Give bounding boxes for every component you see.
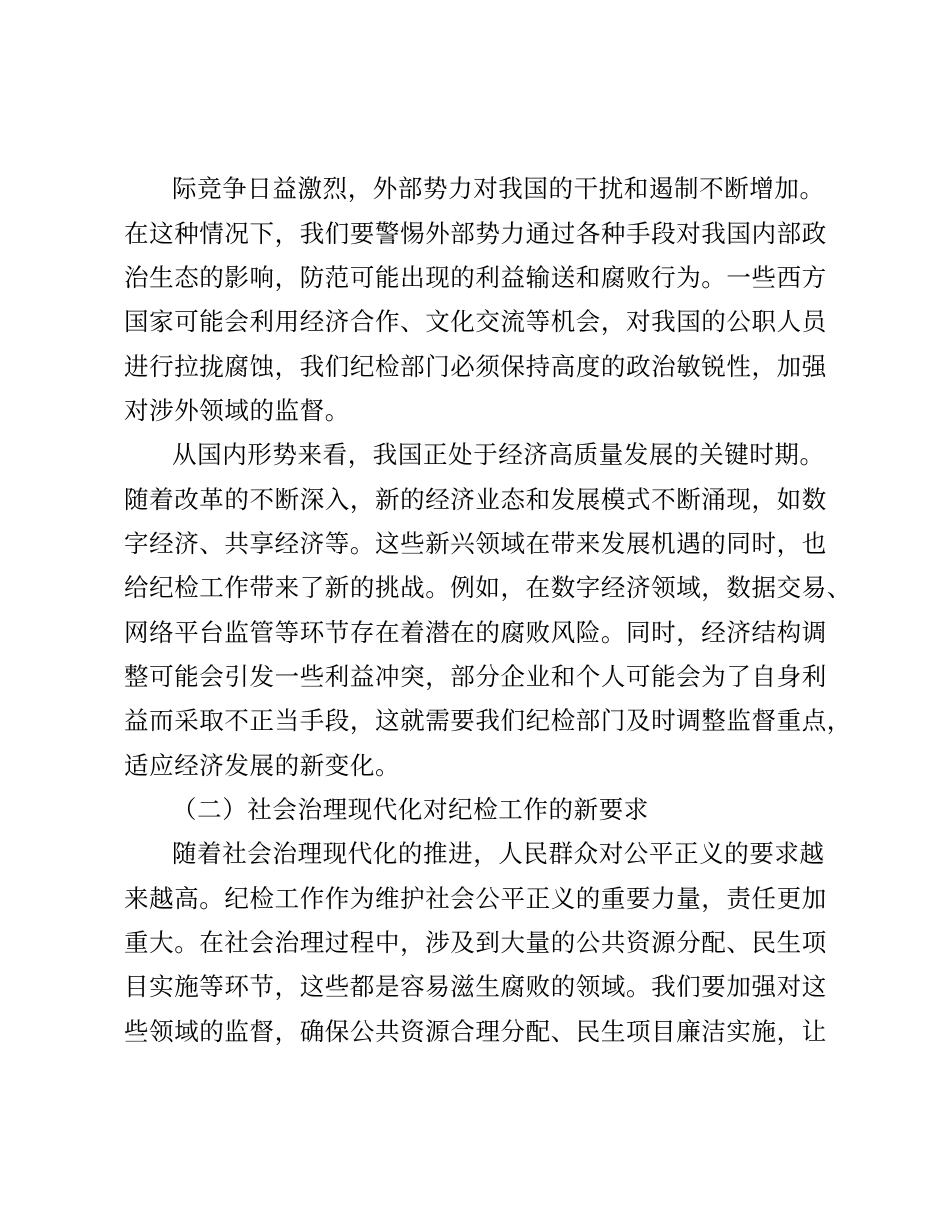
text-line: 益而采取不正当手段，这就需要我们纪检部门及时调整监督重点， <box>124 706 852 735</box>
text-line: 重大。在社会治理过程中，涉及到大量的公共资源分配、民生项 <box>124 928 827 957</box>
text-line: 治生态的影响，防范可能出现的利益输送和腐败行为。一些西方 <box>124 263 827 292</box>
section-heading: （二）社会治理现代化对纪检工作的新要求 <box>172 795 649 824</box>
text-line: 网络平台监管等环节存在着潜在的腐败风险。同时，经济结构调 <box>124 618 827 647</box>
text-line: 字经济、共享经济等。这些新兴领域在带来发展机遇的同时，也 <box>124 529 827 558</box>
text-line: 对涉外领域的监督。 <box>124 396 350 425</box>
text-line: 随着改革的不断深入，新的经济业态和发展模式不断涌现，如数 <box>124 485 827 514</box>
text-line: 进行拉拢腐蚀，我们纪检部门必须保持高度的政治敏锐性，加强 <box>124 352 827 381</box>
text-line: 际竞争日益激烈，外部势力对我国的干扰和遏制不断增加。 <box>172 174 825 203</box>
text-line: 给纪检工作带来了新的挑战。例如，在数字经济领域，数据交易、 <box>124 573 852 602</box>
text-line: 些领域的监督，确保公共资源合理分配、民生项目廉洁实施，让 <box>124 1017 827 1046</box>
text-line: 目实施等环节，这些都是容易滋生腐败的领域。我们要加强对这 <box>124 972 827 1001</box>
text-line: 随着社会治理现代化的推进，人民群众对公平正义的要求越 <box>172 839 825 868</box>
text-line: 在这种情况下，我们要警惕外部势力通过各种手段对我国内部政 <box>124 219 827 248</box>
text-line: 整可能会引发一些利益冲突，部分企业和个人可能会为了自身利 <box>124 662 827 691</box>
text-line: 国家可能会利用经济合作、文化交流等机会，对我国的公职人员 <box>124 307 827 336</box>
text-line: 适应经济发展的新变化。 <box>124 751 401 780</box>
text-line: 从国内形势来看，我国正处于经济高质量发展的关键时期。 <box>172 440 825 469</box>
text-line: 来越高。纪检工作作为维护社会公平正义的重要力量，责任更加 <box>124 884 827 913</box>
